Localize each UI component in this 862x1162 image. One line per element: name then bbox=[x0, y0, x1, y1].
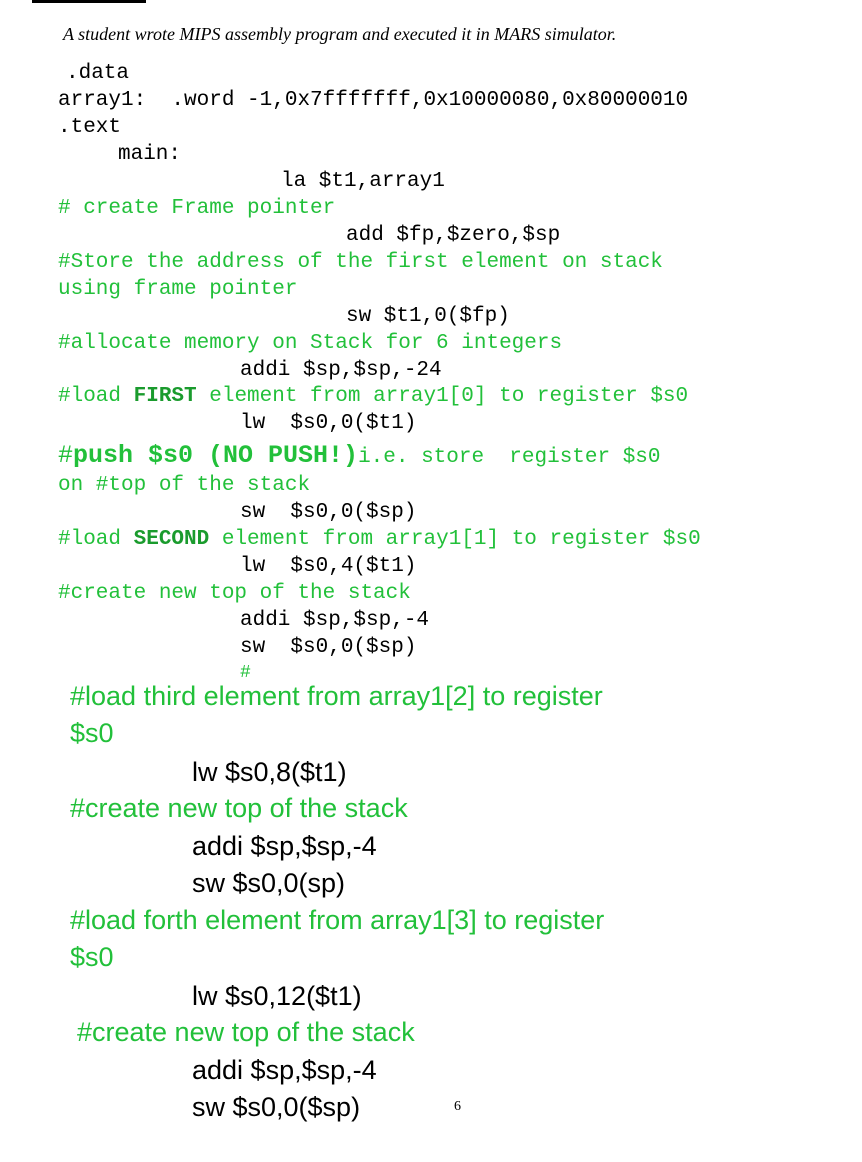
comment-load-forth-cont: $s0 bbox=[70, 942, 114, 972]
comment-store-address: #Store the address of the first element on stack bbox=[58, 251, 663, 274]
comment-text: element from array1[0] to register $s0 bbox=[196, 385, 689, 408]
code-line-sw-fp: sw $t1,0($fp) bbox=[346, 305, 510, 328]
comment-allocate: #allocate memory on Stack for 6 integers bbox=[58, 332, 563, 355]
code-line-data: .data bbox=[66, 62, 130, 85]
comment-new-top-1: #create new top of the stack bbox=[58, 582, 411, 605]
top-rule bbox=[32, 0, 146, 3]
comment-bold: FIRST bbox=[133, 385, 197, 408]
code-line-lw-8: lw $s0,8($t1) bbox=[192, 757, 347, 787]
code-line-la: la $t1,array1 bbox=[281, 170, 445, 193]
comment-text: # bbox=[58, 441, 74, 470]
comment-store-address-cont: using frame pointer bbox=[58, 278, 298, 301]
code-line-addi-4-b: addi $sp,$sp,-4 bbox=[192, 831, 377, 861]
code-line-sw-sp: sw $s0,0(sp) bbox=[192, 868, 346, 898]
code-line-array: array1: .word -1,0x7fffffff,0x10000080,0x80000010 bbox=[58, 89, 689, 112]
comment-load-third: #load third element from array1[2] to register bbox=[70, 681, 603, 711]
comment-load-forth: #load forth element from array1[3] to register bbox=[70, 905, 605, 935]
code-line-sw-0-b: sw $s0,0($sp) bbox=[240, 636, 417, 659]
comment-text: #load bbox=[58, 385, 134, 408]
intro-text: A student wrote MIPS assembly program and executed it in MARS simulator. bbox=[63, 24, 617, 44]
comment-text: #load bbox=[58, 528, 134, 551]
comment-load-first bbox=[58, 383, 688, 410]
code-line-add-fp: add $fp,$zero,$sp bbox=[346, 224, 561, 247]
comment-bold: SECOND bbox=[133, 528, 210, 551]
code-line-main: main: bbox=[118, 143, 182, 166]
comment-push bbox=[58, 441, 661, 473]
page-number: 6 bbox=[454, 1099, 461, 1114]
code-line-sw-0: sw $s0,0($sp) bbox=[240, 501, 417, 524]
comment-new-top-3: #create new top of the stack bbox=[77, 1017, 415, 1047]
code-line-addi-4-c: addi $sp,$sp,-4 bbox=[192, 1055, 377, 1085]
code-line-sw-sp-final: sw $s0,0($sp) bbox=[192, 1092, 361, 1122]
code-line-lw-0: lw $s0,0($t1) bbox=[240, 412, 417, 435]
code-line-lw-4: lw $s0,4($t1) bbox=[240, 555, 417, 578]
code-line-lw-12: lw $s0,12($t1) bbox=[192, 981, 362, 1011]
comment-new-top-2: #create new top of the stack bbox=[70, 793, 408, 823]
code-line-addi-4-a: addi $sp,$sp,-4 bbox=[240, 609, 430, 632]
comment-bold: push $s0 (NO PUSH!) bbox=[73, 441, 359, 470]
comment-hash: # bbox=[240, 663, 251, 683]
comment-load-third-cont: $s0 bbox=[70, 718, 114, 748]
comment-text: i.e. store register $s0 bbox=[358, 446, 661, 469]
code-line-text: .text bbox=[58, 116, 122, 139]
comment-push-cont: on #top of the stack bbox=[58, 474, 311, 497]
code-line-addi-24: addi $sp,$sp,-24 bbox=[240, 359, 442, 382]
comment-text: element from array1[1] to register $s0 bbox=[209, 528, 701, 551]
comment-load-second bbox=[58, 526, 701, 553]
comment-frame-pointer: # create Frame pointer bbox=[58, 197, 336, 220]
